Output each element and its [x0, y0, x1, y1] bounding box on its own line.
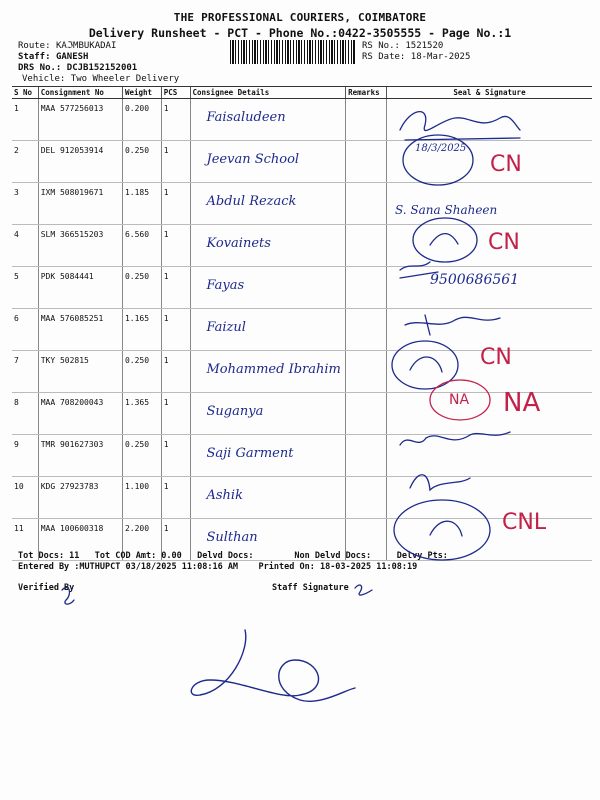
col-consignee: Consignee Details	[190, 87, 346, 99]
verified-by-label: Verified By	[18, 583, 75, 593]
staff-signature	[355, 585, 372, 595]
col-pcs: PCS	[161, 87, 190, 99]
consignee-handwritten: Abdul Rezack	[206, 194, 297, 209]
consignee-handwritten: Jeevan School	[206, 152, 300, 167]
consignee-name	[190, 225, 346, 267]
weight: 1.165	[122, 309, 161, 351]
rs-date-line: RS Date: 18-Mar-2025	[362, 52, 471, 62]
remarks-cell	[346, 99, 387, 141]
consignment-no: PDK 5084441	[38, 267, 122, 309]
col-sno: S No	[12, 87, 38, 99]
weight: 0.250	[122, 267, 161, 309]
pieces: 1	[161, 267, 190, 309]
entry-line: Entered By :MUTHUPCT 03/18/2025 11:08:16 AM Printed On: 18-03-2025 11:08:19	[18, 562, 418, 572]
col-weight: Weight	[122, 87, 161, 99]
company-name: THE PROFESSIONAL COURIERS, COIMBATORE	[173, 11, 427, 24]
col-seal-signature: Seal & Signature	[386, 87, 592, 99]
seal-signature-cell	[386, 99, 592, 141]
row-sno: 3	[12, 183, 38, 225]
pieces: 1	[161, 183, 190, 225]
pieces: 1	[161, 393, 190, 435]
rs-no-line: RS No.: 1521520	[362, 41, 444, 51]
delivery-date-handwritten: 18/3/2025	[415, 143, 467, 154]
remarks-cell	[346, 309, 387, 351]
consignment-no: MAA 708200043	[38, 393, 122, 435]
weight: 6.560	[122, 225, 161, 267]
col-remarks: Remarks	[346, 87, 387, 99]
consignment-no: TKY 502815	[38, 351, 122, 393]
drs-barcode	[230, 40, 356, 64]
row-sno: 4	[12, 225, 38, 267]
consignee-handwritten: Ashik	[206, 488, 243, 503]
row-sno: 9	[12, 435, 38, 477]
row-sno: 6	[12, 309, 38, 351]
drs-line: DRS No.: DCJB152152001	[18, 63, 138, 73]
consignment-no: MAA 577256013	[38, 99, 122, 141]
weight: 1.185	[122, 183, 161, 225]
consignee-name	[190, 183, 346, 225]
consignee-handwritten: Kovainets	[206, 236, 271, 251]
cn-mark: CN	[490, 152, 522, 177]
consignee-handwritten: Faisaludeen	[206, 110, 286, 125]
staff-line: Staff: GANESH	[18, 52, 89, 62]
consignee-name	[190, 309, 346, 351]
receiver-phone-handwritten: 9500686561	[430, 272, 520, 288]
row-sno: 11	[12, 519, 38, 561]
consignee-handwritten: Mohammed Ibrahim	[206, 362, 341, 377]
remarks-cell	[346, 351, 387, 393]
pieces: 1	[161, 309, 190, 351]
row-sno: 8	[12, 393, 38, 435]
consignee-handwritten: Suganya	[206, 404, 264, 419]
remarks-cell	[346, 267, 387, 309]
table-row	[12, 183, 592, 225]
consignee-name	[190, 267, 346, 309]
weight: 0.250	[122, 141, 161, 183]
remarks-cell	[346, 393, 387, 435]
row-sno: 7	[12, 351, 38, 393]
weight: 1.100	[122, 477, 161, 519]
consignee-name	[190, 393, 346, 435]
totals-line: Tot Docs: 11 Tot COD Amt: 0.00 Delvd Docs: Non Delvd Docs: Delvy Pts:	[18, 551, 448, 561]
seal-signature-cell	[386, 435, 592, 477]
table-row	[12, 99, 592, 141]
remarks-cell	[346, 225, 387, 267]
remarks-cell	[346, 477, 387, 519]
pieces: 1	[161, 435, 190, 477]
weight: 0.250	[122, 351, 161, 393]
consignment-no: DEL 912053914	[38, 141, 122, 183]
consignee-handwritten: Saji Garment	[206, 446, 294, 461]
consignee-handwritten: Faizul	[206, 320, 246, 335]
vehicle-line: Vehicle: Two Wheeler Delivery	[22, 74, 180, 84]
consignee-name	[190, 351, 346, 393]
row-sno: 2	[12, 141, 38, 183]
row-sno: 1	[12, 99, 38, 141]
receiver-name-handwritten: S. Sana Shaheen	[395, 203, 498, 217]
pieces: 1	[161, 351, 190, 393]
pieces: 1	[161, 99, 190, 141]
consignee-name	[190, 435, 346, 477]
cn-mark: CN	[480, 345, 512, 370]
weight: 1.365	[122, 393, 161, 435]
na-stamp-text: NA	[449, 392, 470, 408]
col-consignment: Consignment No	[38, 87, 122, 99]
consignment-no: KDG 27923783	[38, 477, 122, 519]
consignee-name	[190, 477, 346, 519]
weight: 0.200	[122, 99, 161, 141]
seal-signature-cell	[386, 393, 592, 435]
pieces: 1	[161, 477, 190, 519]
weight: 0.250	[122, 435, 161, 477]
consignee-name	[190, 99, 346, 141]
row-sno: 5	[12, 267, 38, 309]
seal-signature-cell	[386, 477, 592, 519]
staff-signature-label: Staff Signature	[272, 583, 349, 593]
weight: 2.200	[122, 519, 161, 561]
consignment-no: IXM 508019671	[38, 183, 122, 225]
large-signature	[191, 630, 355, 701]
remarks-cell	[346, 141, 387, 183]
consignment-no: MAA 100600318	[38, 519, 122, 561]
route-line: Route: KAℑMBUKADAI	[18, 41, 117, 51]
pieces: 1	[161, 141, 190, 183]
row-sno: 10	[12, 477, 38, 519]
cn-mark: CN	[488, 230, 520, 255]
cnl-mark: CNL	[502, 510, 547, 535]
pieces: 1	[161, 225, 190, 267]
remarks-cell	[346, 435, 387, 477]
consignment-no: TMR 901627303	[38, 435, 122, 477]
remarks-cell	[346, 183, 387, 225]
table-header-row	[12, 87, 592, 99]
consignee-handwritten: Fayas	[206, 278, 245, 293]
na-mark: NA	[503, 388, 541, 418]
consignee-handwritten: Sulthan	[206, 530, 258, 545]
table-row	[12, 435, 592, 477]
consignment-no: SLM 366515203	[38, 225, 122, 267]
runsheet-title: Delivery Runsheet - PCT - Phone No.:0422-3505555 - Page No.:1	[88, 26, 512, 40]
consignee-name	[190, 141, 346, 183]
consignment-no: MAA 576085251	[38, 309, 122, 351]
pieces: 1	[161, 519, 190, 561]
